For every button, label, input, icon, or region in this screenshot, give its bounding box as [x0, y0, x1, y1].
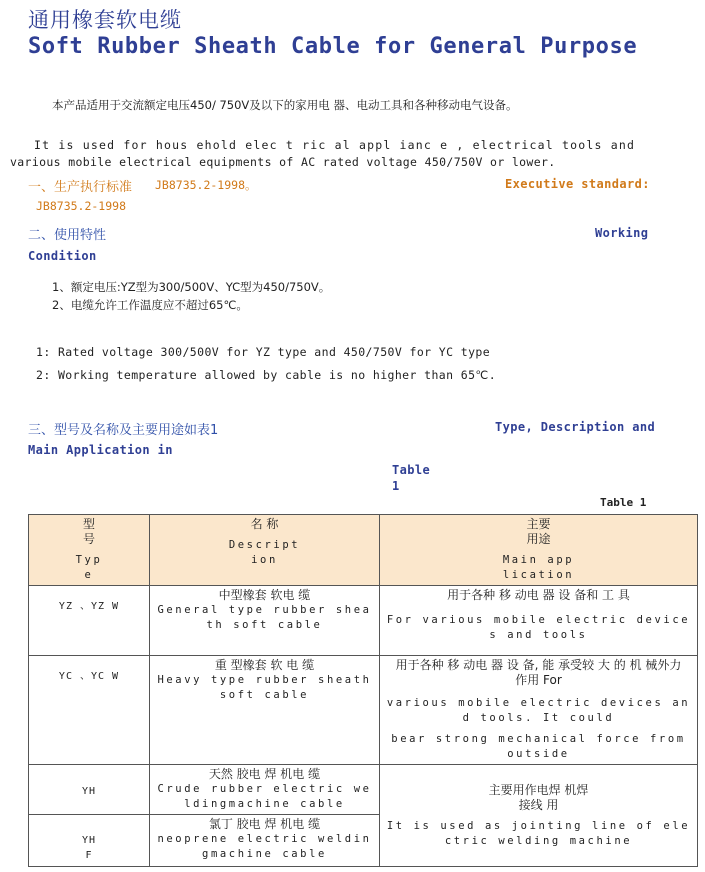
section2-item-en-2: 2: Working temperature allowed by cable is no higher than 65℃. — [36, 368, 497, 382]
table-header-row — [29, 515, 698, 586]
section1-title-cn: 一、生产执行标准 — [28, 180, 133, 195]
row3-description — [150, 765, 380, 815]
intro-en-line1: It is used for hous ehold elec t ric al appl ianc e , electrical tools and — [34, 138, 636, 152]
row4-desc-en: neoprene electric weldingmachine cable — [157, 833, 372, 860]
intro-cn: 本产品适用于交流额定电压450/ 750V及以下的家用电 器、电动工具和各种移动电气设备。 — [52, 98, 518, 112]
row2-app-cn: 用于各种 移 动电 器 设 备, 能 承受较 大 的 机 械外力 作用 For — [395, 658, 682, 687]
table-row — [29, 586, 698, 656]
row2-app-en-1: various mobile electric devices and tools. It could — [386, 697, 691, 724]
row3-desc-en: Crude rubber electric weldingmachine cable — [157, 783, 372, 810]
section3-table-num: 1 — [392, 479, 400, 493]
section2-title-en-part1: Working — [595, 226, 649, 240]
welding-app-en: It is used as jointing line of electric welding machine — [386, 819, 691, 847]
row1-type-code: YZ 、YZ W — [58, 601, 120, 612]
header-desc-en-1: Descript — [228, 539, 301, 551]
row1-desc-en: General type rubber sheath soft cable — [157, 604, 372, 631]
row1-type — [29, 586, 150, 656]
header-type — [29, 515, 150, 586]
row2-type — [29, 656, 150, 765]
header-desc-en-2: ion — [251, 554, 278, 566]
row2-app-en-2: bear strong mechanical force from outside — [391, 733, 686, 760]
header-application — [380, 515, 698, 586]
header-type-en-1: Typ — [75, 554, 103, 566]
table-row — [29, 656, 698, 765]
row1-description — [150, 586, 380, 656]
page-title-en: Soft Rubber Sheath Cable for General Purpose — [28, 34, 638, 59]
row2-desc-cn: 重 型橡套 软 电 缆 — [214, 658, 315, 672]
row4-type-code-1: YH — [81, 835, 97, 846]
section2-item-cn-2: 2、电缆允许工作温度应不超过65℃。 — [52, 298, 248, 312]
row1-desc-cn: 中型橡套 软电 缆 — [218, 588, 311, 602]
section1-title-en: Executive standard: — [505, 177, 650, 191]
row4-type — [29, 815, 150, 867]
row1-app-cn: 用于各种 移 动电 器 设 备和 工 具 — [447, 588, 630, 602]
section3-title-cn: 三、型号及名称及主要用途如表1 — [28, 423, 219, 438]
row1-application — [380, 586, 698, 656]
table-caption: Table 1 — [600, 496, 647, 509]
section3-table-word: Table — [392, 463, 431, 477]
welding-app-cn-1: 主要用作电焊 机焊 — [488, 782, 589, 797]
page-title-cn: 通用橡套软电缆 — [28, 8, 182, 32]
section3-title-en-part2: Main Application in — [28, 443, 173, 457]
header-description — [150, 515, 380, 586]
row2-description — [150, 656, 380, 765]
section2-title-cn: 二、使用特性 — [28, 228, 107, 243]
header-app-en-2: lication — [502, 569, 575, 581]
header-app-en-1: Main app — [502, 554, 575, 566]
row2-type-code: YC 、YC W — [58, 671, 120, 682]
row2-desc-en: Heavy type rubber sheath soft cable — [157, 674, 372, 701]
row3-desc-cn: 天然 胶电 焊 机电 缆 — [208, 767, 321, 781]
header-type-cn-2: 号 — [82, 532, 95, 546]
welding-application — [380, 765, 698, 867]
header-app-cn-2: 用途 — [526, 532, 551, 546]
row4-description — [150, 815, 380, 867]
section2-title-en-part2: Condition — [28, 249, 97, 263]
header-app-cn-1: 主要 — [526, 517, 551, 531]
section1-standard-cn: JB8735.2-1998。 — [155, 178, 257, 192]
row3-type-code: YH — [81, 786, 97, 797]
cable-spec-table — [28, 514, 698, 867]
table-row — [29, 765, 698, 815]
row1-app-en: For various mobile electric devices and tools — [386, 614, 691, 641]
section1-standard-en: JB8735.2-1998 — [36, 199, 127, 213]
section2-item-cn-1: 1、额定电压:YZ型为300/500V、YC型为450/750V。 — [52, 280, 331, 294]
section2-item-en-1: 1: Rated voltage 300/500V for YZ type and 450/750V for YC type — [36, 345, 491, 359]
section3-title-en-part1: Type, Description and — [495, 420, 656, 434]
row2-application — [380, 656, 698, 765]
header-type-en-2: e — [84, 569, 94, 581]
welding-app-cn-2: 接线 用 — [518, 797, 559, 812]
intro-en-line2: various mobile electrical equipments of AC rated voltage 450/750V or lower. — [10, 155, 556, 169]
row3-type — [29, 765, 150, 815]
row4-type-code-2: F — [85, 850, 93, 861]
header-desc-cn: 名 称 — [250, 517, 279, 531]
header-type-cn-1: 型 — [82, 517, 95, 531]
row4-desc-cn: 氯丁 胶电 焊 机电 缆 — [208, 817, 321, 831]
